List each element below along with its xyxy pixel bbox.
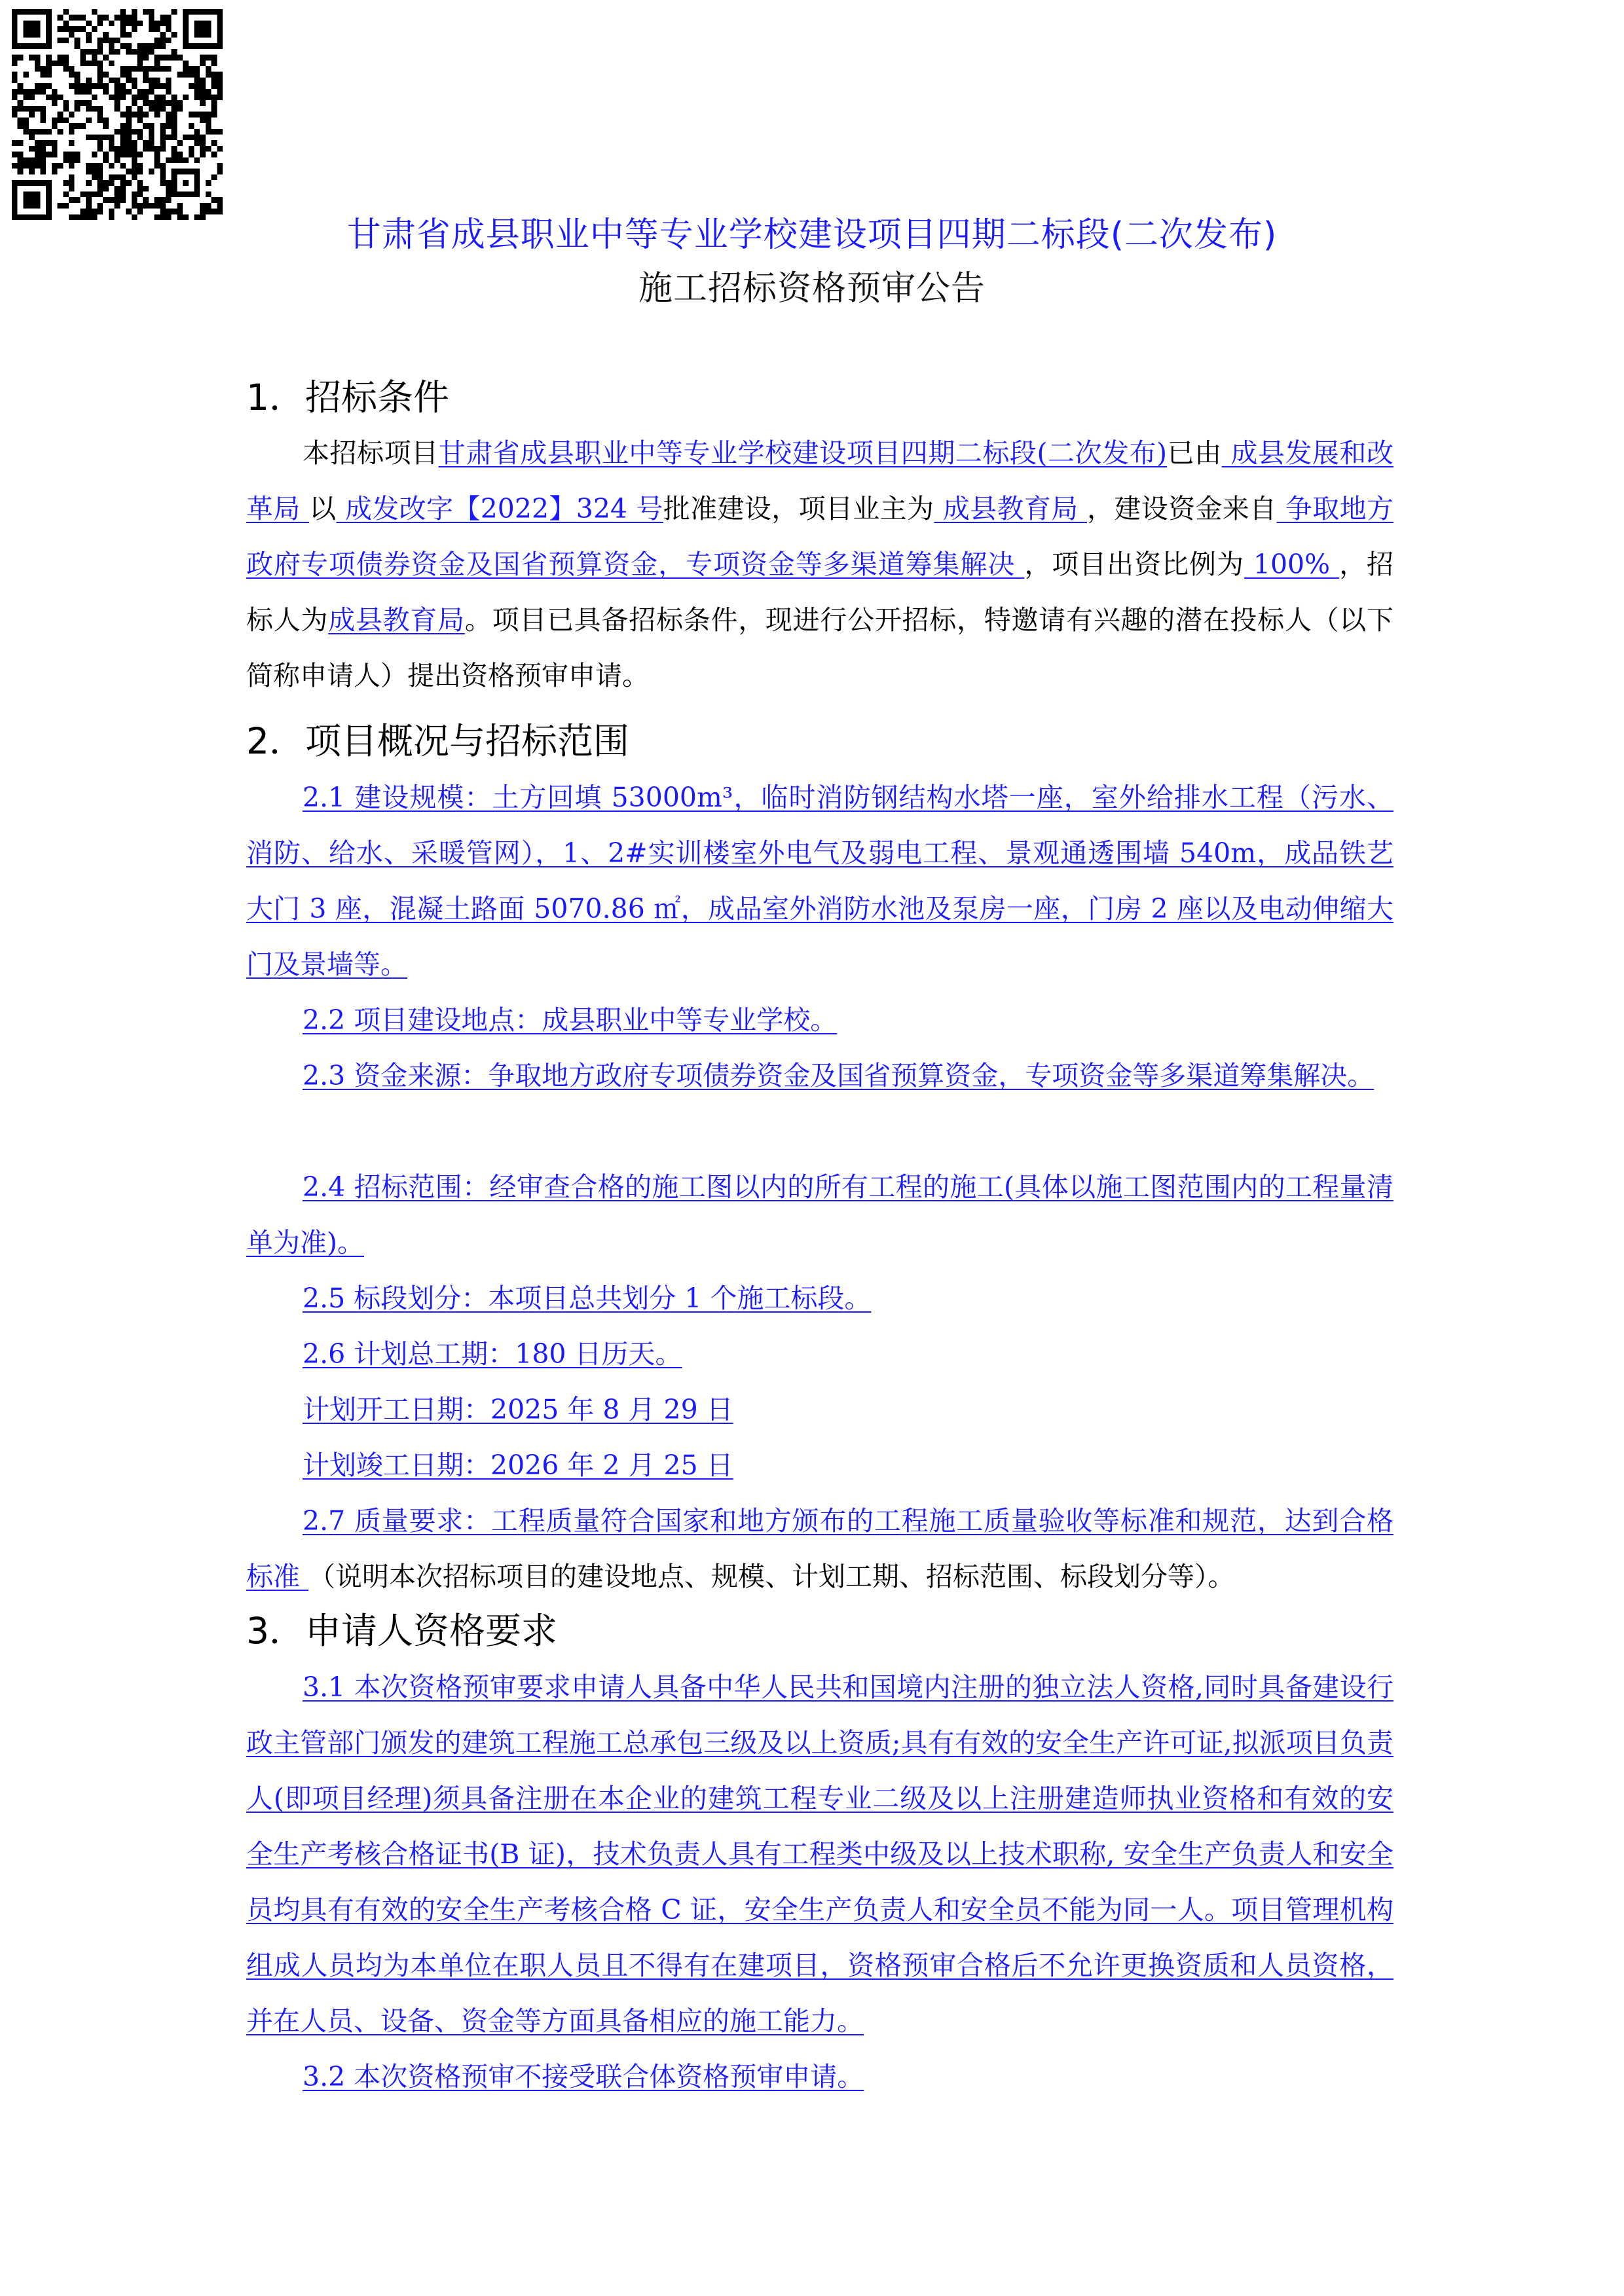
ratio-field: 100% (1244, 549, 1340, 580)
text-span: 。项目已具备招标条件，现进行公开招标，特邀请有兴趣的潜在投标人（以下简称申请人）提出资格预审申请。 (246, 604, 1394, 691)
item-3-1 (246, 1660, 1393, 2049)
planned-end-date (246, 1438, 1393, 1493)
title-line-2: 施工招标资格预审公告 (638, 269, 986, 308)
item-text: 计划开工日期：2025 年 8 月 29 日 (303, 1394, 733, 1425)
approval-doc-field: 成发改字【2022】324 号 (336, 493, 663, 524)
title-line-1: 甘肃省成县职业中等专业学校建设项目四期二标段(二次发布) (346, 215, 1278, 255)
item-note: （说明本次招标项目的建设地点、规模、计划工期、招标范围、标段划分等）。 (308, 1561, 1235, 1592)
item-text: 2.4 招标范围：经审查合格的施工图以内的所有工程的施工(具体以施工图范围内的工程量清单为准)。 (246, 1171, 1393, 1258)
item-2-3 (246, 1048, 1393, 1104)
item-3-2 (246, 2049, 1393, 2105)
text-span: 以 (309, 493, 337, 524)
qr-code-icon (12, 9, 223, 220)
text-span: ，招标人为 (246, 549, 1394, 636)
section-heading-1: 1．招标条件 (246, 376, 449, 418)
text-span: ，建设资金来自 (1086, 493, 1277, 524)
item-2-7 (246, 1493, 1393, 1605)
tenderer-field: 成县教育局 (328, 604, 465, 636)
item-2-2 (246, 993, 1393, 1048)
text-span: 已由 (1167, 437, 1222, 469)
project-name-link: 甘肃省成县职业中等专业学校建设项目四期二标段(二次发布) (438, 437, 1168, 469)
item-2-1 (246, 770, 1393, 993)
item-text: 2.6 计划总工期：180 日历天。 (303, 1338, 682, 1370)
item-text: 计划竣工日期：2026 年 2 月 25 日 (303, 1449, 733, 1481)
owner-field: 成县教育局 (934, 493, 1087, 524)
planned-start-date (246, 1382, 1393, 1438)
item-text: 2.3 资金来源：争取地方政府专项债券资金及国省预算资金，专项资金等多渠道筹集解决。 (303, 1060, 1375, 1091)
text-span: 本招标项目 (303, 437, 439, 469)
item-2-6 (246, 1326, 1393, 1382)
item-2-4 (246, 1159, 1393, 1271)
item-text: 3.1 本次资格预审要求申请人具备中华人民共和国境内注册的独立法人资格,同时具备建设行政主管部门颁发的建筑工程施工总承包三级及以上资质;具有有效的安全生产许可证,拟派项目负责人(即项目经理)须具备注册在本企业的建筑工程专业二级及以上注册建造师执业资格和有效的安全生产考核合格证书(B 证)，技术负责人具有工程类中级及以上技术职称, 安全生产负责人和安全员均具有有效的安全生产考核合格 C 证，安全生产负责人和安全员不能为同一人。项目管理机构组成人员均为本单位在职人员且不得有在建项目，资格预审合格后不允许更换资质和人员资格，并在人员、设备、资金等方面具备相应的施工能力。 (246, 1671, 1393, 2037)
paragraph-tender-conditions (246, 426, 1393, 704)
item-text: 2.5 标段划分：本项目总共划分 1 个施工标段。 (303, 1283, 872, 1314)
section-heading-3: 3．申请人资格要求 (246, 1610, 557, 1652)
text-span: 批准建设，项目业主为 (663, 493, 934, 524)
item-2-5 (246, 1271, 1393, 1326)
section-heading-2: 2．项目概况与招标范围 (246, 720, 629, 762)
funds-field: 争取地方政府专项债券资金及国省预算资金，专项资金等多渠道筹集解决 (246, 493, 1393, 580)
item-text: 2.1 建设规模：土方回填 53000m³，临时消防钢结构水塔一座，室外给排水工程（污水、消防、给水、采暖管网），1、2#实训楼室外电气及弱电工程、景观通透围墙 540m，成品铁艺大门 3 座，混凝土路面 5070.86 ㎡，成品室外消防水池及泵房一座，门房 2 座以及电动伸缩大门及景墙等。 (246, 782, 1394, 980)
item-text: 3.2 本次资格预审不接受联合体资格预审申请。 (303, 2061, 864, 2092)
text-span: ，项目出资比例为 (1024, 549, 1244, 580)
item-text: 2.7 质量要求：工程质量符合国家和地方颁布的工程施工质量验收等标准和规范，达到合格标准 (246, 1505, 1393, 1592)
approver-field: 成县发展和改革局 (246, 437, 1393, 524)
item-text: 2.2 项目建设地点：成县职业中等专业学校。 (303, 1004, 838, 1036)
